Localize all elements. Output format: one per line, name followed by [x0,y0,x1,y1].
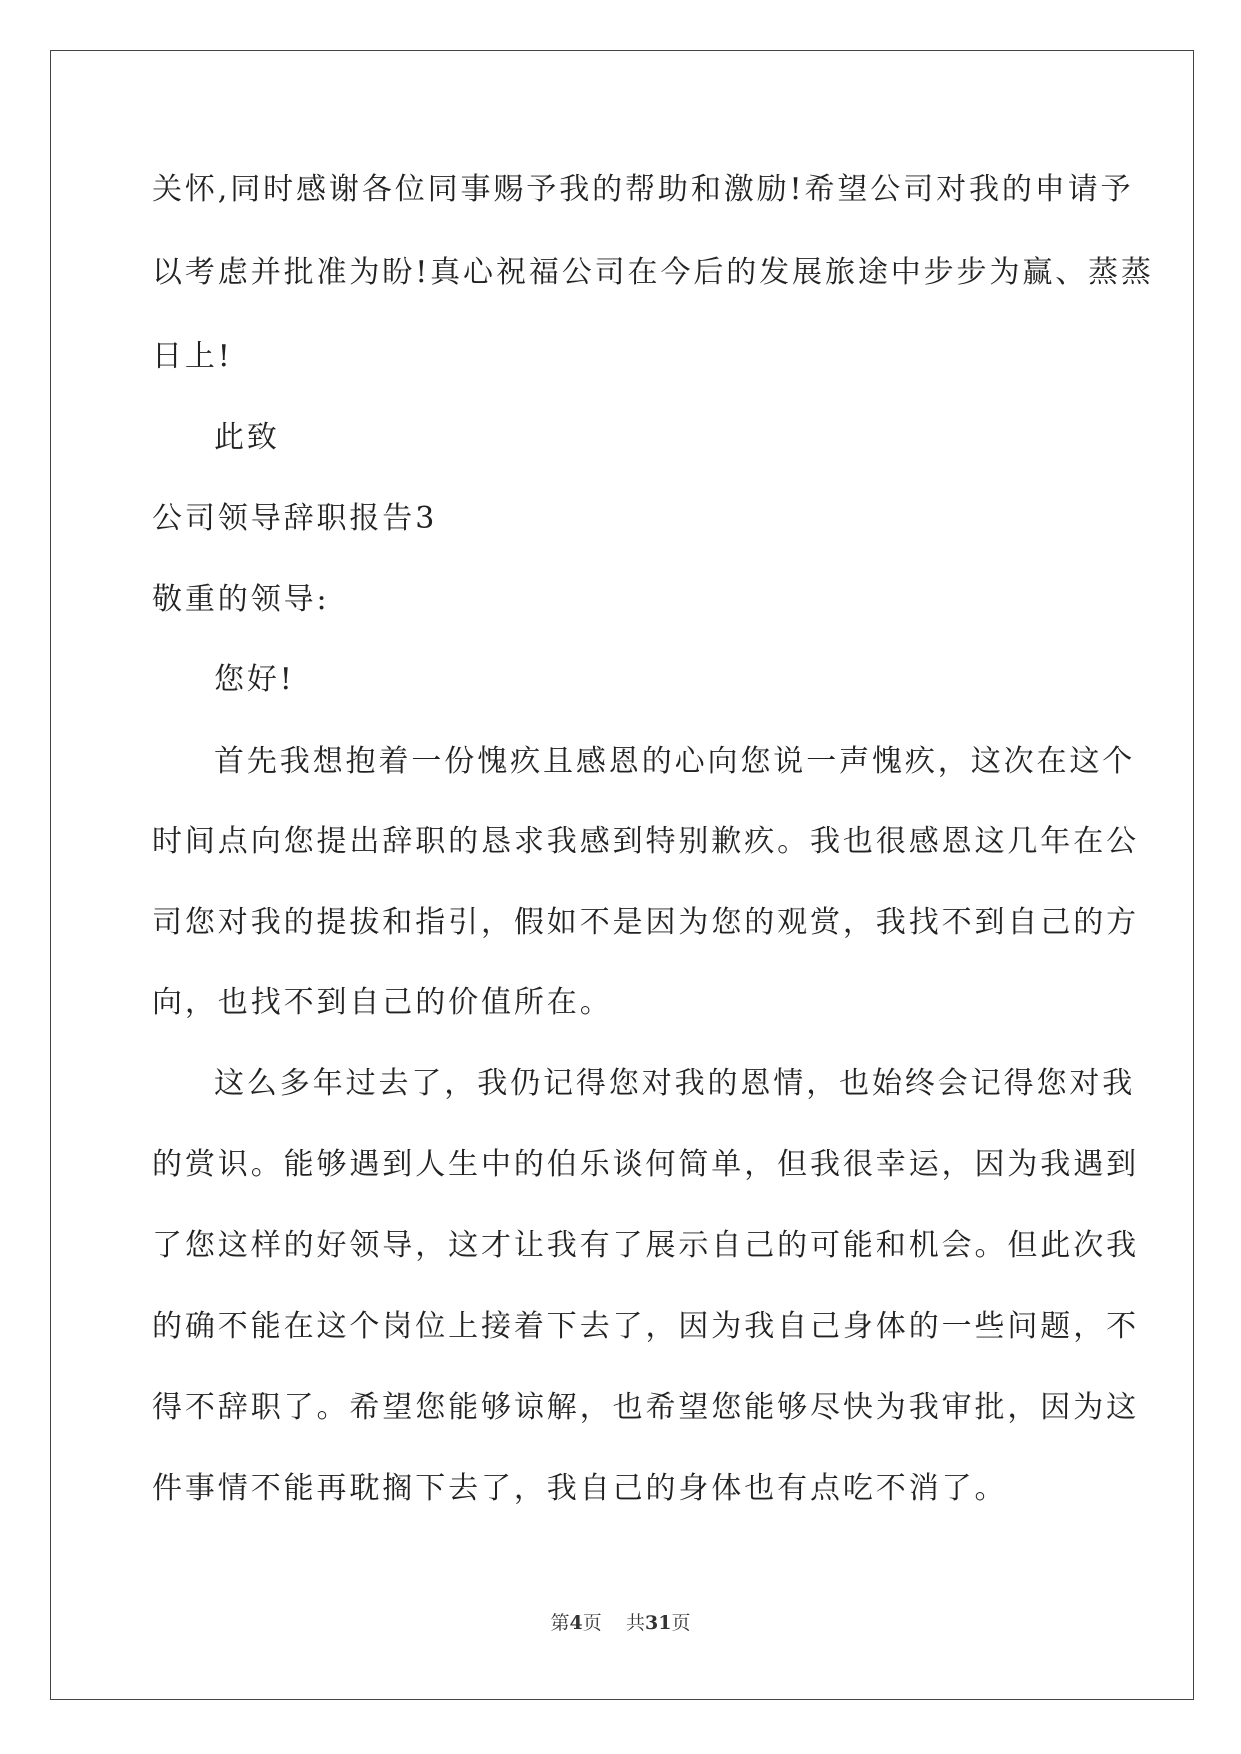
footer-prefix: 第 [550,1612,570,1634]
body-text-line: 以考虑并批准为盼!真心祝福公司在今后的发展旅途中步步为赢、蒸蒸 [152,255,1154,290]
footer-total-pages: 31 [644,1612,672,1634]
body-text-line: 关怀,同时感谢各位同事赐予我的帮助和激励!希望公司对我的申请予 [152,172,1134,207]
paragraph-line: 司您对我的提拔和指引，假如不是因为您的观赏，我找不到自己的方 [152,905,1139,940]
paragraph-line: 件事情不能再耽搁下去了，我自己的身体也有点吃不消了。 [152,1471,1008,1506]
paragraph-line: 了您这样的好领导，这才让我有了展示自己的可能和机会。但此次我 [152,1228,1139,1263]
closing-salutation: 此致 [214,420,280,455]
paragraph-line: 的确不能在这个岗位上接着下去了，因为我自己身体的一些问题，不 [152,1309,1139,1344]
footer-total-suffix: 页 [671,1612,691,1634]
page-footer [0,1611,1241,1635]
paragraph-line: 的赏识。能够遇到人生中的伯乐谈何简单，但我很幸运，因为我遇到 [152,1147,1139,1182]
body-text-line: 日上! [152,339,233,374]
paragraph-line: 向，也找不到自己的价值所在。 [152,985,613,1020]
paragraph-line: 时间点向您提出辞职的恳求我感到特别歉疚。我也很感恩这几年在公 [152,824,1139,859]
footer-page-number: 4 [569,1612,583,1634]
section-title: 公司领导辞职报告3 [152,501,438,536]
greeting-recipient: 敬重的领导: [152,582,330,617]
page-border [50,50,1194,1700]
footer-total-prefix: 共 [625,1612,645,1634]
paragraph-line: 得不辞职了。希望您能够谅解，也希望您能够尽快为我审批，因为这 [152,1390,1139,1425]
paragraph-line: 这么多年过去了，我仍记得您对我的恩情，也始终会记得您对我 [214,1066,1136,1101]
paragraph-line: 首先我想抱着一份愧疚且感恩的心向您说一声愧疚，这次在这个 [214,744,1136,779]
greeting: 您好! [214,662,295,697]
footer-page-suffix: 页 [582,1612,602,1634]
